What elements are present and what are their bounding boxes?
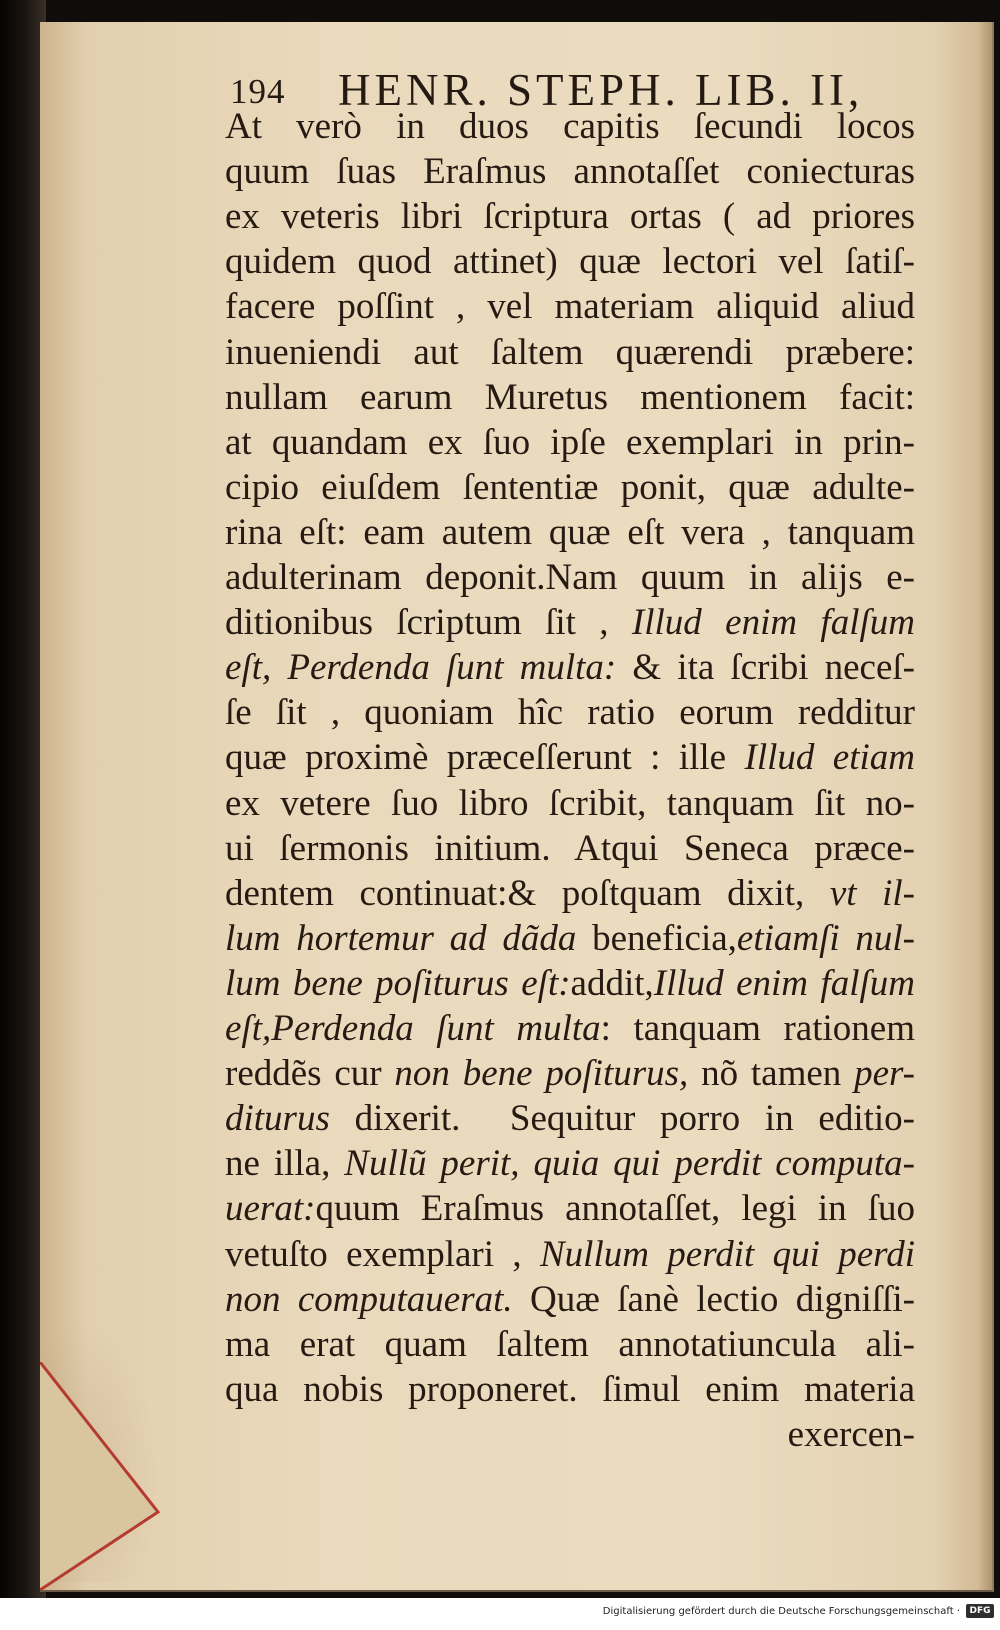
text-segment: beneficia, bbox=[576, 917, 737, 959]
page-edge-shadow bbox=[978, 22, 992, 1590]
text-line bbox=[225, 1322, 915, 1368]
italic-segment: uerat: bbox=[225, 1188, 316, 1230]
text-segment: ui ſermonis initium. Atqui Seneca præce- bbox=[225, 827, 915, 869]
text-segment: At verò in duos capitis ſecundi locos bbox=[225, 106, 915, 147]
italic-segment: Illud etiam bbox=[744, 737, 915, 779]
text-segment: exercen- bbox=[787, 1413, 915, 1455]
text-line bbox=[225, 1186, 915, 1232]
text-line bbox=[225, 1412, 915, 1458]
italic-segment: diturus bbox=[225, 1098, 330, 1140]
text-line bbox=[225, 149, 915, 195]
text-segment: inueniendi aut ſaltem quærendi præbere: bbox=[225, 331, 915, 373]
text-line bbox=[225, 1367, 915, 1413]
text-segment: nõ tamen bbox=[688, 1053, 855, 1095]
text-line bbox=[225, 104, 915, 150]
text-segment: adulterinam deponit.Nam quum in alijs e- bbox=[225, 557, 915, 598]
dfg-logo: DFG bbox=[966, 1604, 994, 1618]
italic-segment: Illud enim falſum bbox=[653, 962, 915, 1004]
text-segment: quidem quod attinet) quæ lectori vel ſatiſ- bbox=[225, 241, 915, 283]
text-segment: qua nobis proponeret. ſimul enim materia bbox=[225, 1368, 915, 1410]
text-segment: reddẽs cur bbox=[225, 1053, 395, 1095]
text-line bbox=[225, 690, 915, 736]
text-line bbox=[225, 1232, 915, 1278]
italic-segment: Nullũ perit, quia qui perdit computa- bbox=[344, 1143, 915, 1185]
text-segment: ſe ſit , quoniam hîc ratio eorum redditur bbox=[225, 692, 915, 734]
text-line bbox=[225, 1277, 915, 1323]
text-line bbox=[225, 871, 915, 917]
text-line bbox=[225, 826, 915, 872]
italic-segment: per- bbox=[854, 1053, 915, 1095]
text-line bbox=[225, 961, 915, 1007]
text-segment: cipio eiuſdem ſententiæ ponit, quæ adulte- bbox=[225, 466, 915, 508]
book-page bbox=[40, 22, 994, 1592]
text-line bbox=[225, 375, 915, 421]
text-line bbox=[225, 420, 915, 466]
text-segment: quum Eraſmus annotaſſet, legi in ſuo bbox=[315, 1188, 915, 1230]
text-segment: Quæ ſanè lectio digniſſi- bbox=[512, 1278, 915, 1320]
text-segment: : tanquam rationem bbox=[600, 1008, 915, 1049]
running-head: HENR. STEPH. LIB. II, bbox=[338, 65, 864, 115]
text-segment: rina eſt: eam autem quæ eſt vera , tanquam bbox=[225, 511, 915, 553]
text-line bbox=[225, 645, 915, 691]
text-segment: at quandam ex ſuo ipſe exemplari in prin- bbox=[225, 421, 915, 463]
italic-segment: eſt,Perdenda ſunt multa bbox=[225, 1008, 601, 1049]
text-segment: dentem continuat:& poſtquam dixit, bbox=[225, 872, 830, 914]
italic-segment: non computauerat. bbox=[225, 1278, 513, 1320]
text-line bbox=[225, 330, 915, 376]
footer-bar bbox=[0, 1598, 1000, 1630]
text-segment: quum ſuas Eraſmus annotaſſet coniecturas bbox=[225, 151, 915, 193]
text-segment: quæ proximè præceſſerunt : ille bbox=[225, 737, 745, 779]
italic-segment: Nullum perdit qui perdi bbox=[539, 1233, 915, 1275]
text-segment: addit, bbox=[570, 962, 654, 1004]
italic-segment: vt il- bbox=[829, 872, 915, 914]
italic-segment: lum hortemur ad dãda bbox=[225, 917, 577, 959]
text-line bbox=[225, 194, 915, 240]
text-segment: & ita ſcribi neceſ- bbox=[616, 647, 915, 689]
text-line bbox=[225, 1006, 915, 1052]
text-segment: ma erat quam ſaltem annotatiuncula ali- bbox=[225, 1323, 915, 1365]
dfg-credit: Digitalisierung gefördert durch die Deutsche Forschungsgemeinschaft · bbox=[602, 1606, 960, 1617]
page-number: 194 bbox=[230, 72, 286, 111]
text-segment: vetuſto exemplari , bbox=[225, 1233, 540, 1275]
text-line bbox=[225, 1096, 915, 1142]
text-line bbox=[225, 781, 915, 827]
text-segment: ditionibus ſcriptum ſit , bbox=[225, 602, 632, 644]
text-line bbox=[225, 284, 915, 330]
text-line bbox=[225, 465, 915, 511]
text-line bbox=[225, 916, 915, 962]
text-segment: nullam earum Muretus mentionem facit: bbox=[225, 376, 915, 418]
italic-segment: eſt, Perdenda ſunt multa: bbox=[225, 647, 617, 689]
italic-segment: non bene poſiturus, bbox=[394, 1053, 689, 1095]
italic-segment: etiamſi nul- bbox=[736, 917, 915, 959]
text-segment: facere poſſint , vel materiam aliquid aliud bbox=[225, 286, 915, 328]
italic-segment: lum bene poſiturus eſt: bbox=[225, 962, 571, 1004]
text-segment: ex vetere ſuo libro ſcribit, tanquam ſit no- bbox=[225, 782, 915, 824]
text-line bbox=[225, 510, 915, 556]
italic-segment: Illud enim falſum bbox=[631, 602, 915, 644]
text-segment: ex veteris libri ſcriptura ortas ( ad priores bbox=[225, 196, 915, 238]
text-segment: ne illa, bbox=[225, 1143, 345, 1185]
text-line bbox=[225, 600, 915, 646]
text-line bbox=[225, 555, 915, 601]
text-segment: dixerit. Sequitur porro in editio- bbox=[329, 1098, 915, 1140]
text-line bbox=[225, 1141, 915, 1187]
text-line bbox=[225, 1051, 915, 1097]
folded-corner bbox=[40, 1362, 170, 1590]
text-line bbox=[225, 735, 915, 781]
text-line bbox=[225, 239, 915, 285]
